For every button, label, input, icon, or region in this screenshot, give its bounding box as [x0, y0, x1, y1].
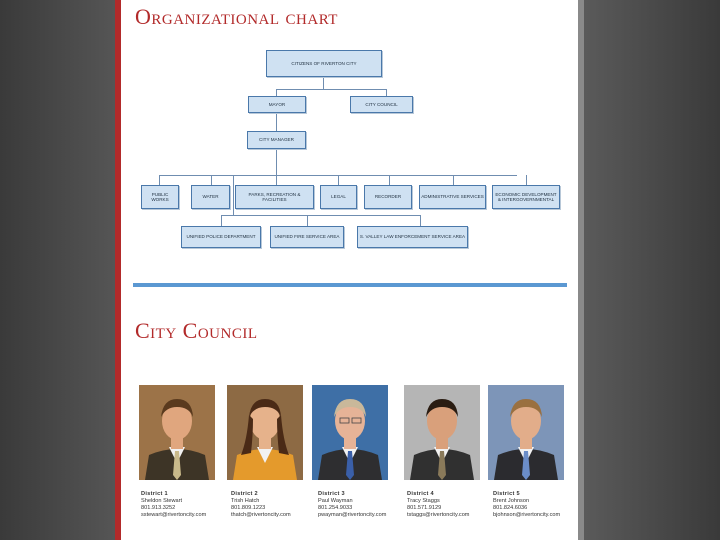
council-portrait	[227, 385, 303, 480]
org-box-department: WATER	[191, 185, 230, 209]
org-box-department: ECONOMIC DEVELOPMENT & INTERGOVERNMENTAL	[492, 185, 560, 209]
org-box-service: UNIFIED POLICE DEPARTMENT	[181, 226, 261, 248]
member-email[interactable]: tstaggs@rivertoncity.com	[407, 512, 470, 518]
org-box-city-manager: CITY MANAGER	[247, 131, 306, 149]
member-phone: 801.824.6036	[493, 505, 528, 511]
connector-line	[453, 175, 454, 185]
member-name: Trish Hatch	[231, 498, 260, 504]
connector-line	[276, 112, 277, 132]
org-box-department: ADMINISTRATIVE SERVICES	[419, 185, 486, 209]
org-box-citizens: CITIZENS OF RIVERTON CITY	[266, 50, 382, 77]
org-box-department: LEGAL	[320, 185, 357, 209]
member-email[interactable]: bjohnson@rivertoncity.com	[493, 512, 561, 518]
member-phone: 801.913.3252	[141, 505, 176, 511]
council-member	[141, 491, 225, 519]
connector-line	[389, 175, 390, 185]
section-divider	[133, 283, 567, 287]
council-portrait	[312, 385, 388, 480]
connector-line	[338, 175, 339, 185]
member-district: District 4	[407, 491, 434, 497]
document-page	[121, 0, 578, 540]
org-box-department: RECORDER	[364, 185, 412, 209]
org-box-department: PUBLIC WORKS	[141, 185, 179, 209]
connector-line	[420, 215, 421, 226]
member-district: District 5	[493, 491, 520, 497]
council-member	[407, 491, 491, 519]
member-name: Paul Wayman	[318, 498, 353, 504]
member-phone: 801.571.9129	[407, 505, 442, 511]
member-email[interactable]: pwayman@rivertoncity.com	[318, 512, 387, 518]
connector-line	[221, 215, 421, 216]
city-council-heading: City Council	[135, 318, 258, 343]
member-district: District 1	[141, 491, 168, 497]
member-phone: 801.809.1223	[231, 505, 266, 511]
council-member	[318, 491, 402, 519]
org-box-city-council: CITY COUNCIL	[350, 96, 413, 113]
member-name: Sheldon Stewart	[141, 498, 183, 504]
org-box-service: UNIFIED FIRE SERVICE AREA	[270, 226, 344, 248]
connector-line	[323, 77, 324, 89]
connector-line	[221, 215, 222, 226]
member-name: Tracy Staggs	[407, 498, 440, 504]
member-district: District 3	[318, 491, 345, 497]
connector-line	[211, 175, 212, 185]
connector-line	[276, 175, 277, 185]
connector-line	[233, 175, 234, 215]
council-portrait	[139, 385, 215, 480]
member-email[interactable]: sstewart@rivertoncity.com	[141, 512, 207, 518]
member-name: Brent Johnson	[493, 498, 530, 504]
org-box-service: S. VALLEY LAW ENFORCEMENT SERVICE AREA	[357, 226, 468, 248]
council-portrait	[488, 385, 564, 480]
member-district: District 2	[231, 491, 258, 497]
connector-line	[159, 175, 160, 185]
org-chart-heading: Organizational chart	[135, 4, 338, 29]
connector-line	[526, 175, 527, 185]
connector-line	[276, 89, 387, 90]
member-phone: 801.254.9033	[318, 505, 353, 511]
council-member	[231, 491, 315, 519]
council-member	[493, 491, 577, 519]
connector-line	[276, 149, 277, 175]
page-edge-shadow	[578, 0, 584, 540]
org-box-mayor: MAYOR	[248, 96, 306, 113]
member-email[interactable]: thatch@rivertoncity.com	[231, 512, 291, 518]
org-box-department: PARKS, RECREATION & FACILITIES	[235, 185, 314, 209]
council-portrait	[404, 385, 480, 480]
connector-line	[307, 215, 308, 226]
